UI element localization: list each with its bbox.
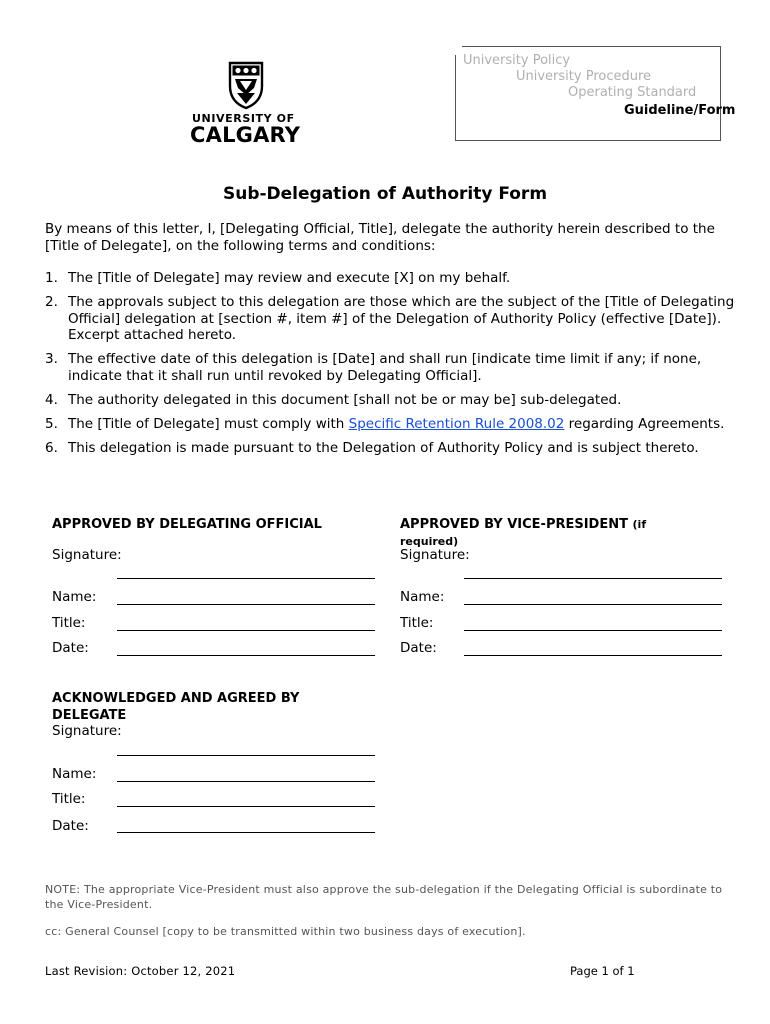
- term-number: 5.: [45, 415, 58, 432]
- list-item: [45, 270, 735, 287]
- name-line[interactable]: [464, 604, 722, 605]
- name-line[interactable]: [117, 604, 375, 605]
- signature-line[interactable]: [117, 755, 375, 756]
- date-line[interactable]: [117, 832, 375, 833]
- term-text: The authority delegated in this document [shall not be or may be] sub-delegated.: [68, 391, 622, 408]
- title-label: Title:: [52, 791, 86, 807]
- if-required-note: (if required): [400, 518, 647, 548]
- list-item: [45, 294, 735, 344]
- document-type-box: [455, 46, 736, 141]
- signature-label: Signature:: [52, 547, 122, 563]
- vice-president-note: NOTE: The appropriate Vice-President must also approve the sub-delegation if the Delegating Official is subordinate to the Vice-President.: [45, 883, 723, 911]
- date-label: Date:: [52, 640, 89, 656]
- doctype-guideline: Guideline/Form: [624, 103, 736, 118]
- doctype-standard: Operating Standard: [568, 85, 697, 100]
- signature-label: Signature:: [400, 547, 470, 563]
- list-item: [45, 351, 735, 384]
- delegating-official-heading: APPROVED BY DELEGATING OFFICIAL: [52, 517, 322, 532]
- title-line[interactable]: [117, 806, 375, 807]
- title-line[interactable]: [117, 630, 375, 631]
- signature-line[interactable]: [117, 578, 375, 579]
- date-line[interactable]: [117, 655, 375, 656]
- term-text: regarding Agreements.: [564, 415, 725, 432]
- title-label: Title:: [52, 615, 86, 631]
- signature-line[interactable]: [464, 578, 722, 579]
- term-text: The [Title of Delegate] must comply with: [68, 415, 349, 432]
- intro-paragraph: By means of this letter, I, [Delegating Official, Title], delegate the authority herein described to the [Title of Delegate], on the following terms and conditions:: [45, 221, 715, 254]
- term-text: The effective date of this delegation is [Date] and shall run [indicate time limit if any; if none, indicate that it shall run until revoked by Delegating Official].: [68, 351, 702, 384]
- term-number: 2.: [45, 294, 58, 310]
- signature-label: Signature:: [52, 723, 122, 739]
- vice-president-heading: [400, 516, 700, 550]
- cc-note: cc: General Counsel [copy to be transmitted within two business days of execution].: [45, 925, 526, 938]
- name-label: Name:: [52, 766, 97, 782]
- term-text: This delegation is made pursuant to the Delegation of Authority Policy and is subject thereto.: [68, 439, 699, 456]
- retention-rule-link[interactable]: Specific Retention Rule 2008.02: [348, 415, 565, 432]
- term-number: 3.: [45, 351, 58, 367]
- list-item: [45, 416, 735, 433]
- crest-icon: [226, 60, 266, 110]
- title-line[interactable]: [464, 630, 722, 631]
- date-line[interactable]: [464, 655, 722, 656]
- vice-president-heading-text: APPROVED BY VICE-PRESIDENT: [400, 517, 628, 532]
- date-label: Date:: [400, 640, 437, 656]
- page-number: Page 1 of 1: [570, 964, 635, 978]
- date-label: Date:: [52, 818, 89, 834]
- logo-text-university-of: UNIVERSITY OF: [192, 112, 295, 125]
- term-number: 6.: [45, 439, 58, 456]
- term-text: The [Title of Delegate] may review and execute [X] on my behalf.: [68, 270, 511, 286]
- last-revision: Last Revision: October 12, 2021: [45, 964, 236, 978]
- list-item: [45, 440, 735, 457]
- page-title: Sub-Delegation of Authority Form: [222, 184, 548, 204]
- logo-text-calgary: CALGARY: [190, 123, 301, 147]
- term-number: 4.: [45, 391, 58, 408]
- terms-list: [45, 270, 735, 464]
- name-label: Name:: [400, 589, 445, 605]
- doctype-procedure: University Procedure: [516, 69, 652, 84]
- term-text: The approvals subject to this delegation are those which are the subject of the [Title of Delegating Official] delegation at [section #, item #] of the Delegation of Authority Policy (effective [Date]). Excerpt attached hereto.: [68, 294, 735, 343]
- term-number: 1.: [45, 270, 58, 286]
- delegate-heading: ACKNOWLEDGED AND AGREED BY DELEGATE: [52, 691, 300, 723]
- university-logo: [190, 60, 302, 146]
- name-label: Name:: [52, 589, 97, 605]
- list-item: [45, 392, 735, 409]
- name-line[interactable]: [117, 781, 375, 782]
- doctype-policy: University Policy: [463, 53, 571, 68]
- title-label: Title:: [400, 615, 434, 631]
